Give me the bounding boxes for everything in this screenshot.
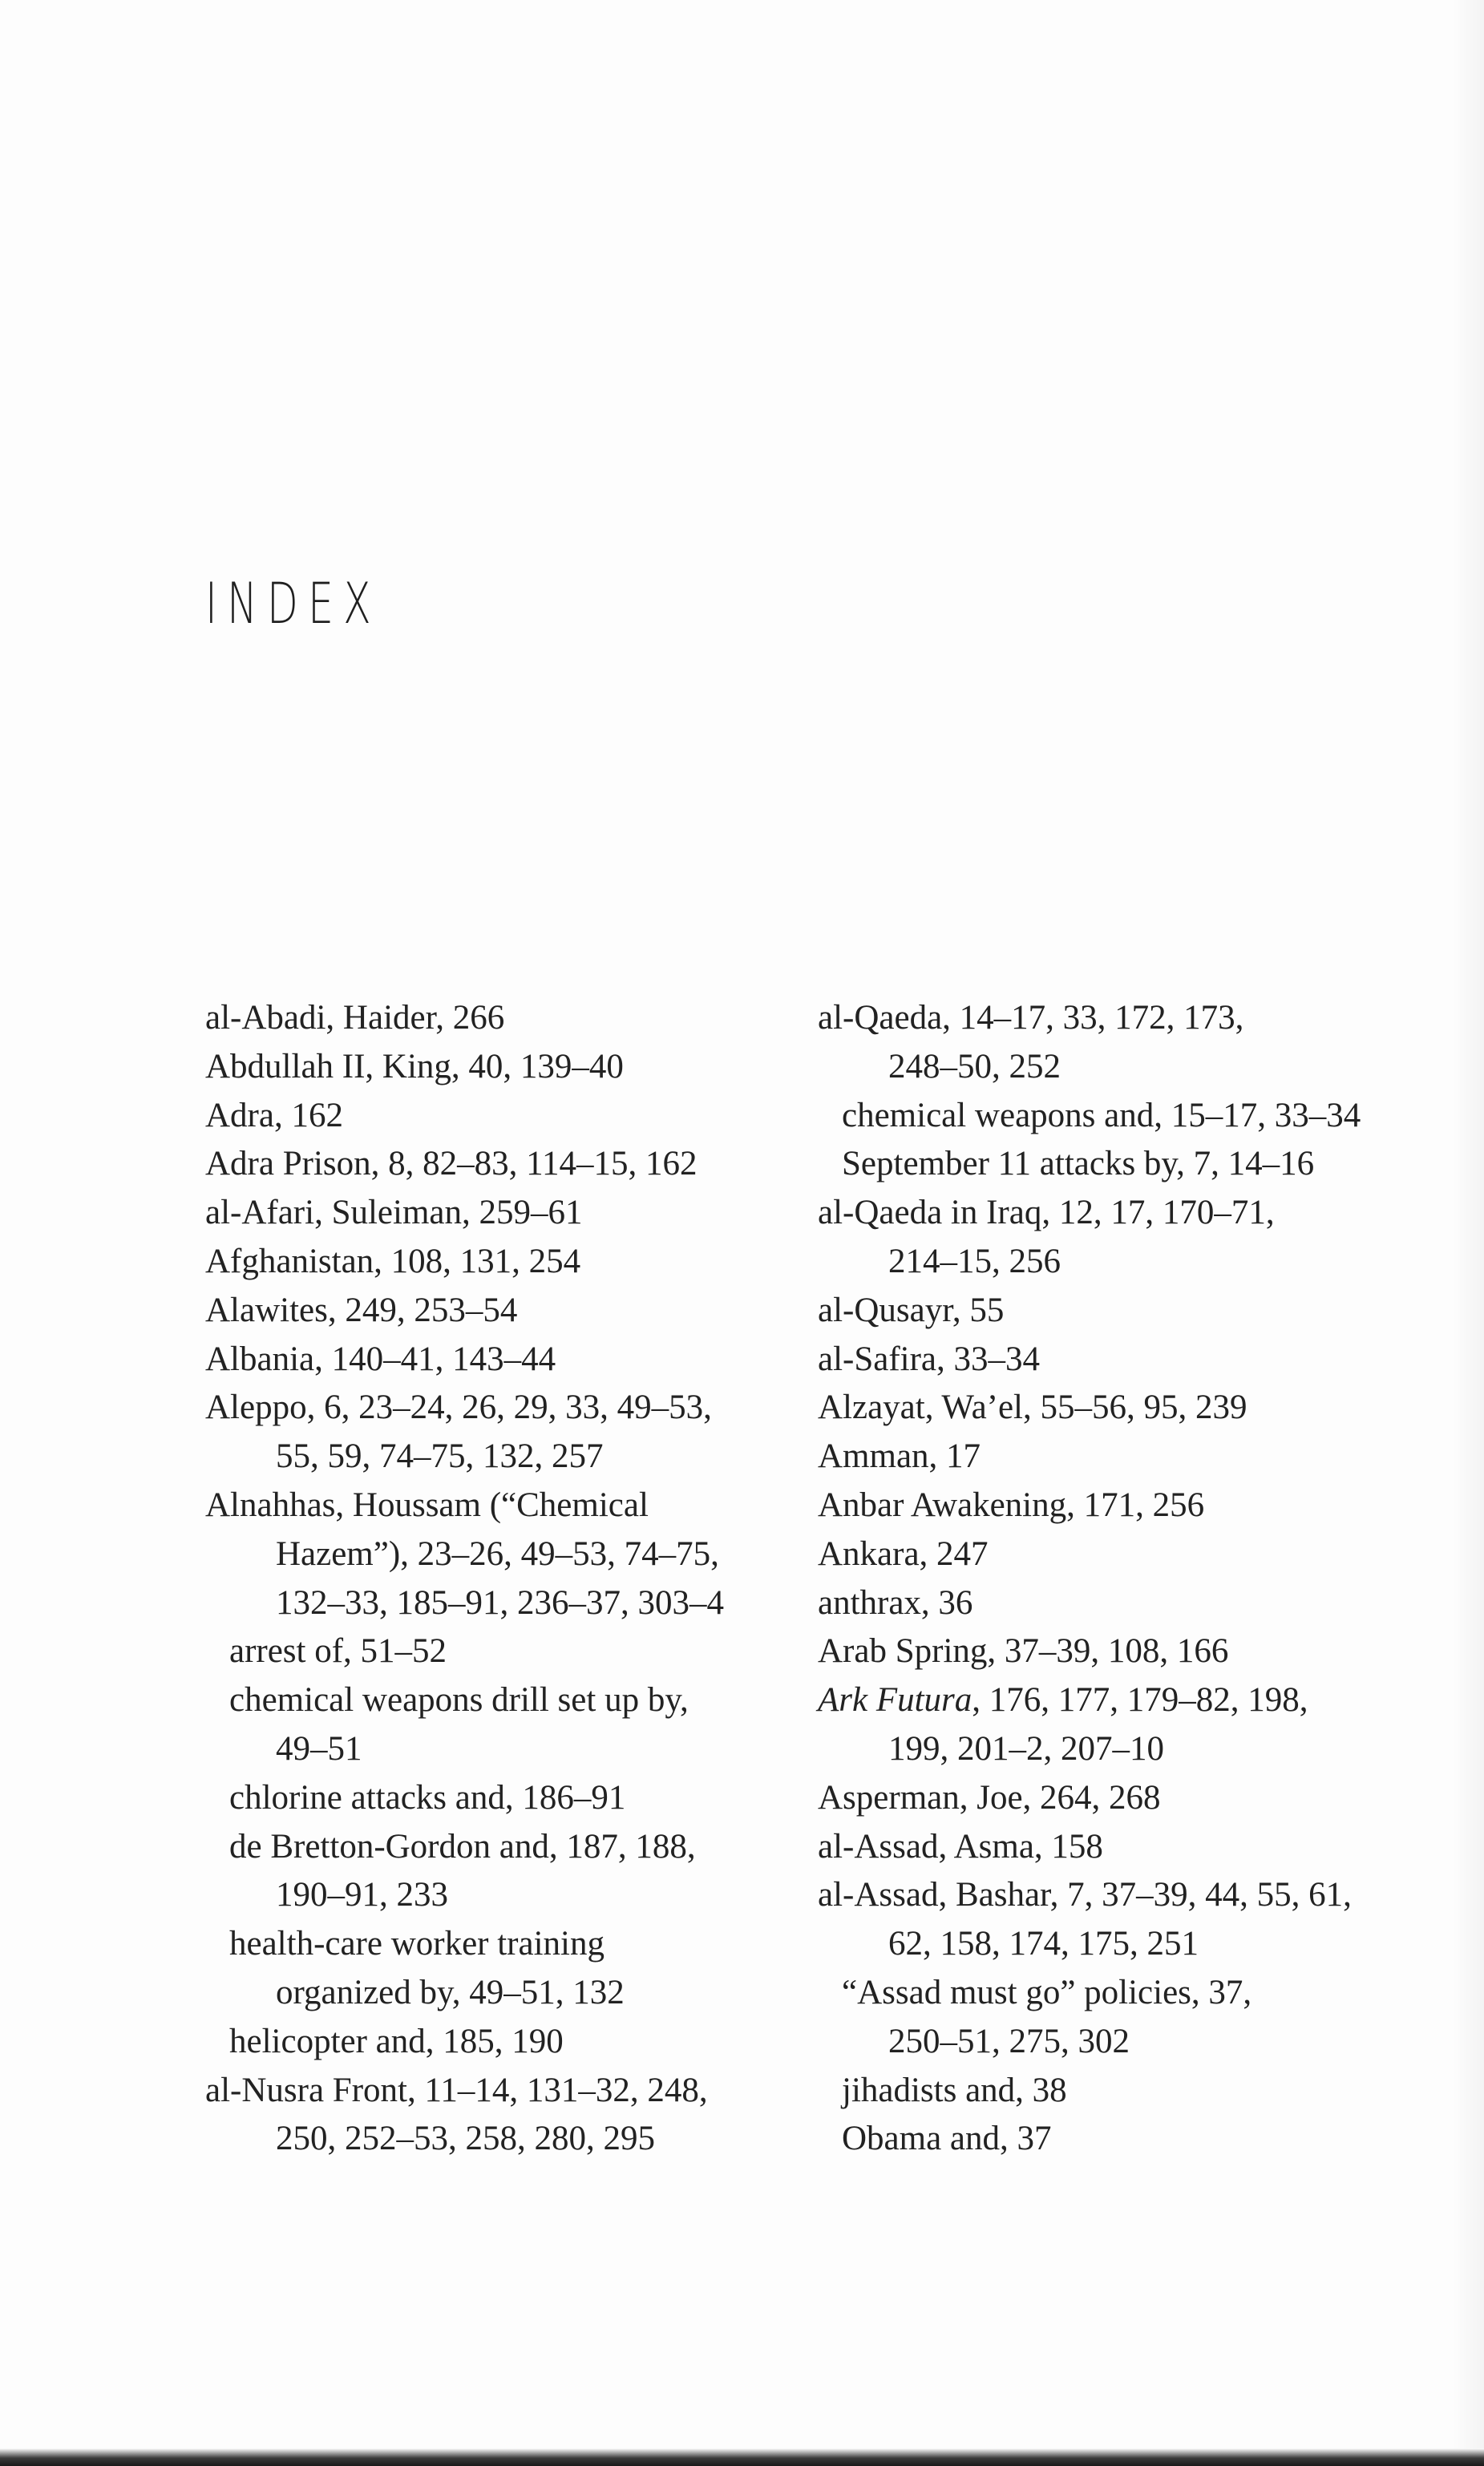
index-entry	[205, 1189, 782, 1238]
index-entry	[205, 1238, 782, 1287]
index-entry-text: anthrax, 36	[818, 1583, 973, 1622]
index-entry	[818, 1287, 1459, 1336]
index-entry-text: chemical weapons and, 15–17, 33–34	[842, 1096, 1361, 1134]
index-entry-text: helicopter and, 185, 190	[229, 2022, 564, 2060]
index-entry-text: 250, 252–53, 258, 280, 295	[276, 2120, 655, 2158]
index-entry-continuation	[205, 1725, 782, 1774]
index-entry-text: de Bretton-Gordon and, 187, 188,	[229, 1827, 696, 1866]
index-entry-text: Ankara, 247	[818, 1534, 989, 1573]
index-entry	[818, 1579, 1459, 1628]
index-subentry	[205, 1627, 782, 1676]
index-entry	[818, 994, 1459, 1043]
index-entry	[818, 1433, 1459, 1482]
index-entry-continuation	[205, 1871, 782, 1920]
index-entry-text: September 11 attacks by, 7, 14–16	[842, 1145, 1315, 1183]
index-entry-text: Arab Spring, 37–39, 108, 166	[818, 1632, 1229, 1671]
index-subentry	[205, 1823, 782, 1872]
index-entry-text: 190–91, 233	[276, 1876, 448, 1914]
index-entry-text: al-Nusra Front, 11–14, 131–32, 248,	[205, 2071, 708, 2109]
index-entry	[205, 1482, 782, 1530]
index-entry	[818, 1336, 1459, 1385]
page-edge-shadow	[1452, 0, 1484, 2466]
index-entry-continuation	[205, 1969, 782, 2018]
index-entry	[205, 1140, 782, 1189]
index-entry-text: 132–33, 185–91, 236–37, 303–4	[276, 1583, 724, 1622]
index-entry-text: chemical weapons drill set up by,	[229, 1681, 689, 1720]
index-entry-text: al-Qaeda in Iraq, 12, 17, 170–71,	[818, 1194, 1275, 1232]
index-entry-text: Asperman, Joe, 264, 268	[818, 1778, 1161, 1817]
index-entry-text: 62, 158, 174, 175, 251	[888, 1925, 1199, 1963]
index-subentry	[205, 1676, 782, 1725]
index-entry-text: Amman, 17	[818, 1437, 981, 1476]
index-entry-text: Aleppo, 6, 23–24, 26, 29, 33, 49–53,	[205, 1389, 712, 1427]
index-entry-text: Afghanistan, 108, 131, 254	[205, 1242, 581, 1280]
index-entry-text: 248–50, 252	[888, 1047, 1061, 1085]
index-entry	[205, 2067, 782, 2116]
index-entry-text: al-Assad, Asma, 158	[818, 1827, 1103, 1866]
index-entry	[818, 1676, 1459, 1725]
index-entry	[818, 1189, 1459, 1238]
index-entry-continuation	[205, 1579, 782, 1628]
index-entry-text: Obama and, 37	[842, 2120, 1052, 2158]
index-entry-text: al-Safira, 33–34	[818, 1340, 1041, 1378]
index-entry-text: al-Assad, Bashar, 7, 37–39, 44, 55, 61,	[818, 1876, 1352, 1914]
index-entry	[205, 994, 782, 1043]
index-entry-text: Albania, 140–41, 143–44	[205, 1340, 556, 1378]
index-entry	[205, 1043, 782, 1092]
index-entry-text: 214–15, 256	[888, 1242, 1061, 1280]
index-subentry	[205, 2018, 782, 2067]
index-entry-text: Adra Prison, 8, 82–83, 114–15, 162	[205, 1145, 698, 1183]
index-subentry	[818, 2115, 1459, 2164]
index-subentry	[818, 1092, 1459, 1141]
index-entry-text: al-Qusayr, 55	[818, 1291, 1005, 1329]
index-entry-continuation	[818, 2018, 1459, 2067]
index-entry	[818, 1482, 1459, 1530]
index-entry	[205, 1092, 782, 1141]
index-entry-text: arrest of, 51–52	[229, 1632, 447, 1671]
index-entry-text: 55, 59, 74–75, 132, 257	[276, 1437, 604, 1476]
index-entry	[205, 1336, 782, 1385]
index-entry-text: , 176, 177, 179–82, 198,	[972, 1681, 1308, 1720]
index-entry-text: jihadists and, 38	[842, 2071, 1067, 2109]
index-entry-text: Anbar Awakening, 171, 256	[818, 1486, 1205, 1524]
index-entry	[205, 1287, 782, 1336]
index-entry-continuation	[818, 1043, 1459, 1092]
index-entry-continuation	[818, 1725, 1459, 1774]
index-entry-continuation	[818, 1238, 1459, 1287]
index-subentry	[205, 1920, 782, 1969]
index-entry-text: Hazem”), 23–26, 49–53, 74–75,	[276, 1534, 719, 1573]
index-entry-text: health-care worker training	[229, 1925, 605, 1963]
index-entry-text: Alzayat, Wa’el, 55–56, 95, 239	[818, 1389, 1247, 1427]
index-entry-continuation	[205, 1433, 782, 1482]
index-entry	[818, 1384, 1459, 1433]
index-subentry	[818, 2067, 1459, 2116]
index-entry-text: al-Abadi, Haider, 266	[205, 999, 505, 1037]
index-heading: INDEX	[205, 571, 381, 637]
index-entry-text: Alawites, 249, 253–54	[205, 1291, 518, 1329]
index-subentry	[818, 1969, 1459, 2018]
index-entry-text: 199, 201–2, 207–10	[888, 1729, 1164, 1768]
index-entry	[205, 1384, 782, 1433]
index-entry-continuation	[818, 1920, 1459, 1969]
index-entry-text: Alnahhas, Houssam (“Chemical	[205, 1486, 649, 1524]
index-subentry	[205, 1774, 782, 1823]
index-entry	[818, 1530, 1459, 1579]
index-entry-text: al-Qaeda, 14–17, 33, 172, 173,	[818, 999, 1244, 1037]
index-entry-text: Abdullah II, King, 40, 139–40	[205, 1047, 624, 1085]
index-entry-text: Adra, 162	[205, 1096, 343, 1134]
index-entry	[818, 1774, 1459, 1823]
index-entry-text: chlorine attacks and, 186–91	[229, 1778, 626, 1817]
index-entry-italic-title: Ark Futura	[818, 1681, 972, 1720]
index-entry	[818, 1823, 1459, 1872]
index-entry	[818, 1627, 1459, 1676]
index-entry-continuation	[205, 2115, 782, 2164]
index-column-right	[818, 994, 1459, 2164]
index-entry-text: 49–51	[276, 1729, 362, 1768]
index-entry-text: “Assad must go” policies, 37,	[842, 1973, 1252, 2011]
index-entry-text: al-Afari, Suleiman, 259–61	[205, 1194, 583, 1232]
scan-bottom-edge	[0, 2448, 1484, 2466]
index-entry-text: organized by, 49–51, 132	[276, 1973, 625, 2011]
index-column-left	[205, 994, 782, 2164]
index-entry-continuation	[205, 1530, 782, 1579]
index-entry-text: 250–51, 275, 302	[888, 2022, 1130, 2060]
index-subentry	[818, 1140, 1459, 1189]
index-entry	[818, 1871, 1459, 1920]
